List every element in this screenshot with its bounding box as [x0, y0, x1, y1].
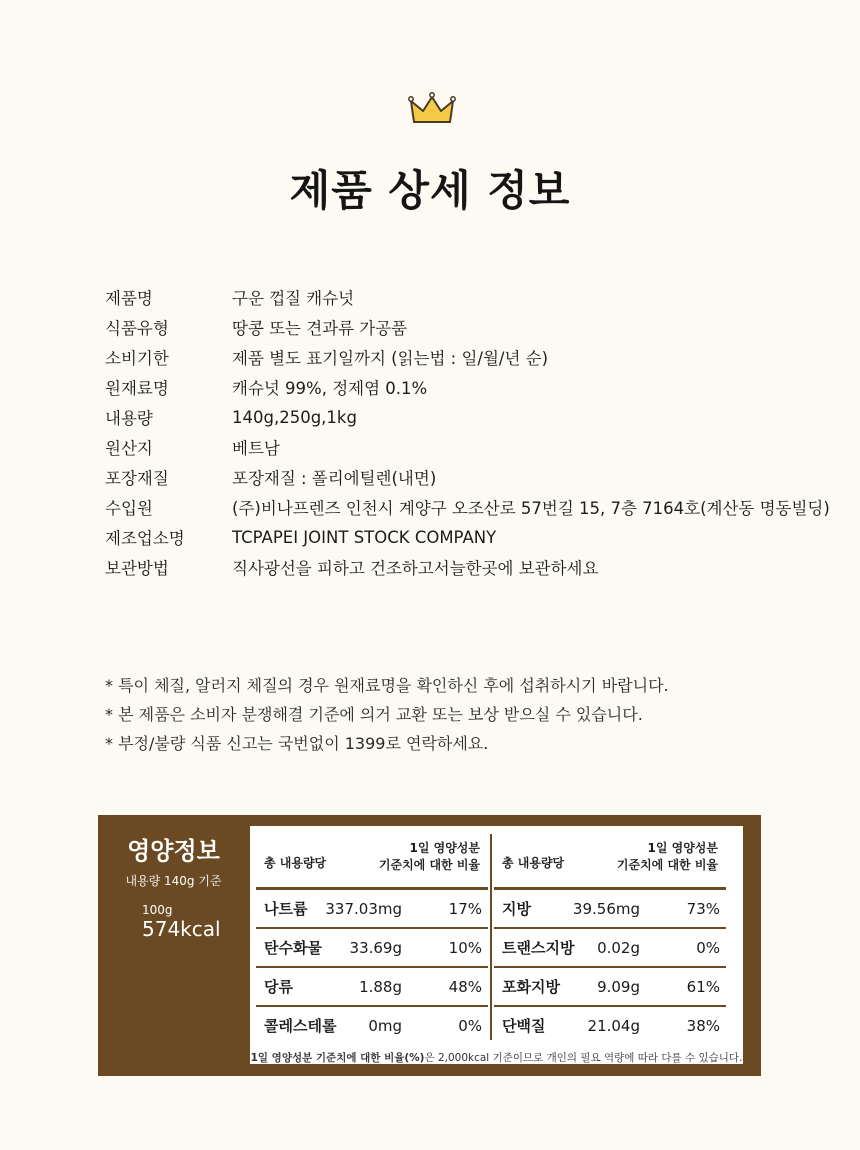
info-value: 직사광선을 피하고 건조하고서늘한곳에 보관하세요 — [232, 559, 599, 578]
info-row — [105, 372, 845, 402]
nutrient-percent: 73% — [686, 899, 720, 918]
info-row — [105, 342, 845, 372]
nutrient-percent: 0% — [458, 1016, 482, 1035]
nutrition-title: 영양정보 — [127, 837, 220, 865]
footnote-bold: 1일 영양성분 기준치에 대한 비율(%) — [250, 1052, 425, 1064]
nutrition-kcal: 574kcal — [142, 917, 221, 941]
nutrient-amount: 9.09g — [597, 977, 640, 996]
notice-item: * 특이 체질, 알러지 체질의 경우 원재료명을 확인하신 후에 섭취하시기 바랍니다. — [105, 676, 669, 695]
info-value: (주)비나프렌즈 인천시 계양구 오조산로 57번길 15, 7층 7164호(계산동 명동빌딩) — [232, 499, 830, 518]
info-row — [105, 402, 845, 432]
nutrient-percent: 48% — [448, 977, 482, 996]
nutrition-serving: 내용량 140g 기준 — [125, 874, 222, 888]
nutrient-amount: 21.04g — [587, 1016, 640, 1035]
column-divider — [490, 834, 492, 1040]
notice-item: * 본 제품은 소비자 분쟁해결 기준에 의거 교환 또는 보상 받으실 수 있습니다. — [105, 705, 643, 724]
nutrient-row — [494, 929, 726, 968]
info-key: 수입원 — [105, 499, 153, 518]
footnote-text: 은 2,000kcal 기준이므로 개인의 필요 역량에 따라 다를 수 있습니다. — [424, 1052, 743, 1064]
page-title: 제품 상세 정보 — [289, 166, 571, 215]
nutrition-header — [98, 831, 249, 889]
info-value: TCPAPEI JOINT STOCK COMPANY — [232, 527, 497, 547]
info-key: 보관방법 — [105, 559, 169, 578]
header-ratio-line2: 기준치에 대한 비율 — [378, 858, 480, 872]
nutrient-row — [256, 890, 488, 929]
nutrient-row — [256, 929, 488, 968]
header-ratio-line1: 1일 영양성분 — [647, 841, 718, 855]
info-row — [105, 492, 845, 522]
header-ratio — [379, 840, 480, 874]
nutrient-percent: 17% — [448, 899, 482, 918]
nutrient-row — [256, 1007, 488, 1044]
crown-icon — [408, 92, 456, 128]
header-ratio-line1: 1일 영양성분 — [409, 841, 480, 855]
info-row — [105, 522, 845, 552]
info-key: 제품명 — [105, 289, 153, 308]
nutrient-name: 지방 — [502, 900, 531, 918]
info-key: 포장재질 — [105, 469, 169, 488]
nutrient-name: 트랜스지방 — [502, 939, 575, 957]
info-row — [105, 552, 845, 582]
nutrient-percent: 10% — [448, 938, 482, 957]
info-key: 원재료명 — [105, 379, 169, 398]
notice-item: * 부정/불량 식품 신고는 국번없이 1399로 연락하세요. — [105, 734, 489, 753]
info-key: 제조업소명 — [105, 529, 185, 548]
info-row — [105, 432, 845, 462]
header-ratio-line2: 기준치에 대한 비율 — [616, 858, 718, 872]
nutrition-basis: 100g — [142, 903, 173, 917]
header-total: 총 내용량당 — [264, 856, 327, 870]
info-value: 포장재질 : 폴리에틸렌(내면) — [232, 469, 437, 488]
info-row — [105, 312, 845, 342]
header-ratio — [617, 840, 718, 874]
nutrient-amount: 39.56mg — [572, 899, 640, 918]
notice-list — [105, 670, 825, 757]
nutrient-name: 단백질 — [502, 1017, 546, 1035]
product-info-list — [105, 282, 845, 582]
nutrient-name: 콜레스테롤 — [264, 1017, 337, 1035]
nutrient-row — [494, 890, 726, 929]
nutrition-column-left — [256, 834, 488, 1044]
nutrition-panel — [98, 815, 761, 1076]
nutrient-name: 나트륨 — [264, 900, 308, 918]
info-row — [105, 282, 845, 312]
nutrient-name: 포화지방 — [502, 978, 560, 996]
nutrient-amount: 33.69g — [349, 938, 402, 957]
info-value: 구운 껍질 캐슈넛 — [232, 289, 355, 308]
column-header — [494, 834, 726, 890]
info-value: 제품 별도 표기일까지 (읽는법 : 일/월/년 순) — [232, 349, 549, 368]
nutrient-amount: 0.02g — [597, 938, 640, 957]
nutrient-percent: 61% — [686, 977, 720, 996]
nutrient-amount: 337.03mg — [325, 899, 402, 918]
header-total: 총 내용량당 — [502, 856, 565, 870]
nutrient-row — [494, 968, 726, 1007]
info-value: 베트남 — [232, 439, 280, 458]
nutrient-row — [256, 968, 488, 1007]
info-value: 140g,250g,1kg — [232, 407, 357, 427]
info-value: 땅콩 또는 견과류 가공품 — [232, 319, 408, 338]
nutrition-footnote — [250, 1050, 743, 1065]
info-key: 소비기한 — [105, 349, 169, 368]
nutrient-name: 탄수화물 — [264, 939, 322, 957]
info-row — [105, 462, 845, 492]
nutrient-amount: 1.88g — [359, 977, 402, 996]
info-key: 내용량 — [105, 409, 153, 428]
info-key: 식품유형 — [105, 319, 169, 338]
nutrient-row — [494, 1007, 726, 1044]
column-header — [256, 834, 488, 890]
nutrition-table — [250, 826, 743, 1064]
info-key: 원산지 — [105, 439, 153, 458]
nutrient-amount: 0mg — [368, 1016, 402, 1035]
nutrition-column-right — [494, 834, 726, 1044]
nutrient-name: 당류 — [264, 978, 293, 996]
nutrient-percent: 38% — [686, 1016, 720, 1035]
nutrient-percent: 0% — [696, 938, 720, 957]
info-value: 캐슈넛 99%, 정제염 0.1% — [232, 379, 428, 398]
